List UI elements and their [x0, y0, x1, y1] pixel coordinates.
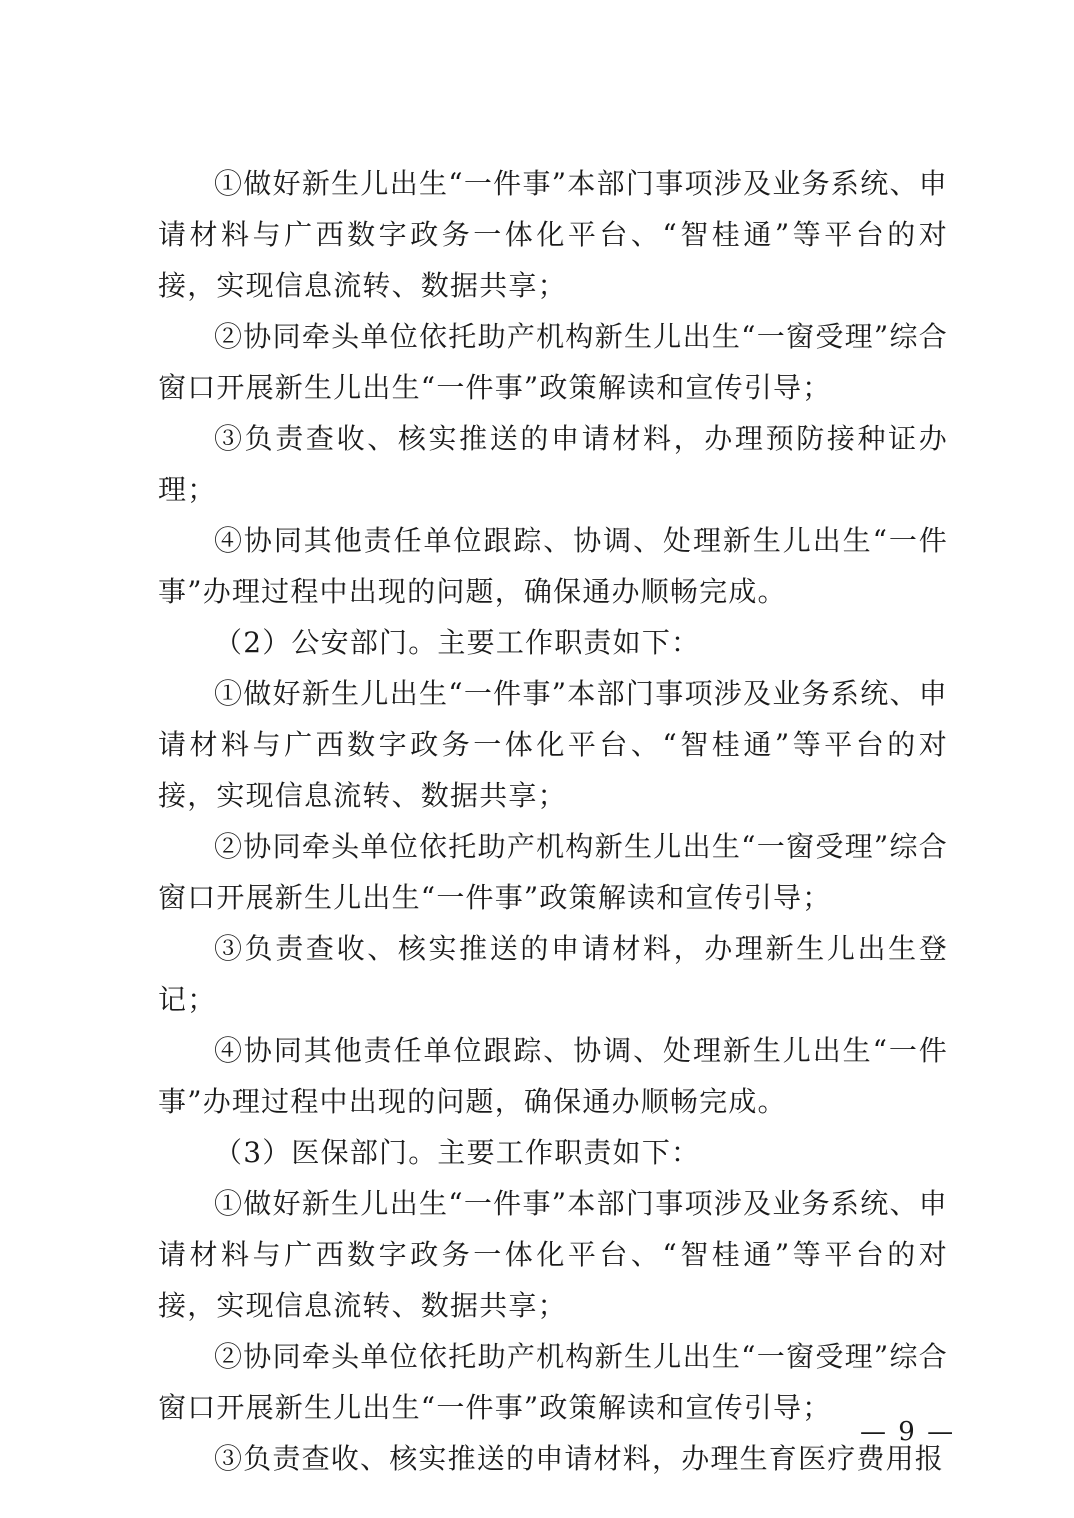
- paragraph-13: ③负责查收、核实推送的申请材料，办理生育医疗费用报: [214, 1442, 945, 1475]
- paragraph-12: ②协同牵头单位依托助产机构新生儿出生“一窗受理”综合窗口开展新生儿出生“一件事”政策解读和宣传引导；: [158, 1340, 948, 1424]
- page-number: — 9 —: [860, 1417, 956, 1447]
- paragraph-7: ②协同牵头单位依托助产机构新生儿出生“一窗受理”综合窗口开展新生儿出生“一件事”政策解读和宣传引导；: [158, 830, 948, 914]
- paragraph-9: ④协同其他责任单位跟踪、协调、处理新生儿出生“一件事”办理过程中出现的问题，确保通办顺畅完成。: [158, 1034, 948, 1118]
- section-heading-police: （2）公安部门。主要工作职责如下：: [214, 626, 701, 659]
- paragraph-6: ①做好新生儿出生“一件事”本部门事项涉及业务系统、申请材料与广西数字政务一体化平台、“智桂通”等平台的对接，实现信息流转、数据共享；: [158, 677, 948, 812]
- paragraph-1: ①做好新生儿出生“一件事”本部门事项涉及业务系统、申请材料与广西数字政务一体化平台、“智桂通”等平台的对接，实现信息流转、数据共享；: [158, 167, 948, 302]
- paragraph-11: ①做好新生儿出生“一件事”本部门事项涉及业务系统、申请材料与广西数字政务一体化平台、“智桂通”等平台的对接，实现信息流转、数据共享；: [158, 1187, 948, 1322]
- paragraph-3: ③负责查收、核实推送的申请材料，办理预防接种证办理；: [158, 422, 948, 506]
- paragraph-8: ③负责查收、核实推送的申请材料，办理新生儿出生登记；: [158, 932, 948, 1016]
- document-body: [158, 158, 948, 1484]
- paragraph-2: ②协同牵头单位依托助产机构新生儿出生“一窗受理”综合窗口开展新生儿出生“一件事”政策解读和宣传引导；: [158, 320, 948, 404]
- section-heading-medical-insurance: （3）医保部门。主要工作职责如下：: [214, 1136, 701, 1169]
- paragraph-4: ④协同其他责任单位跟踪、协调、处理新生儿出生“一件事”办理过程中出现的问题，确保通办顺畅完成。: [158, 524, 948, 608]
